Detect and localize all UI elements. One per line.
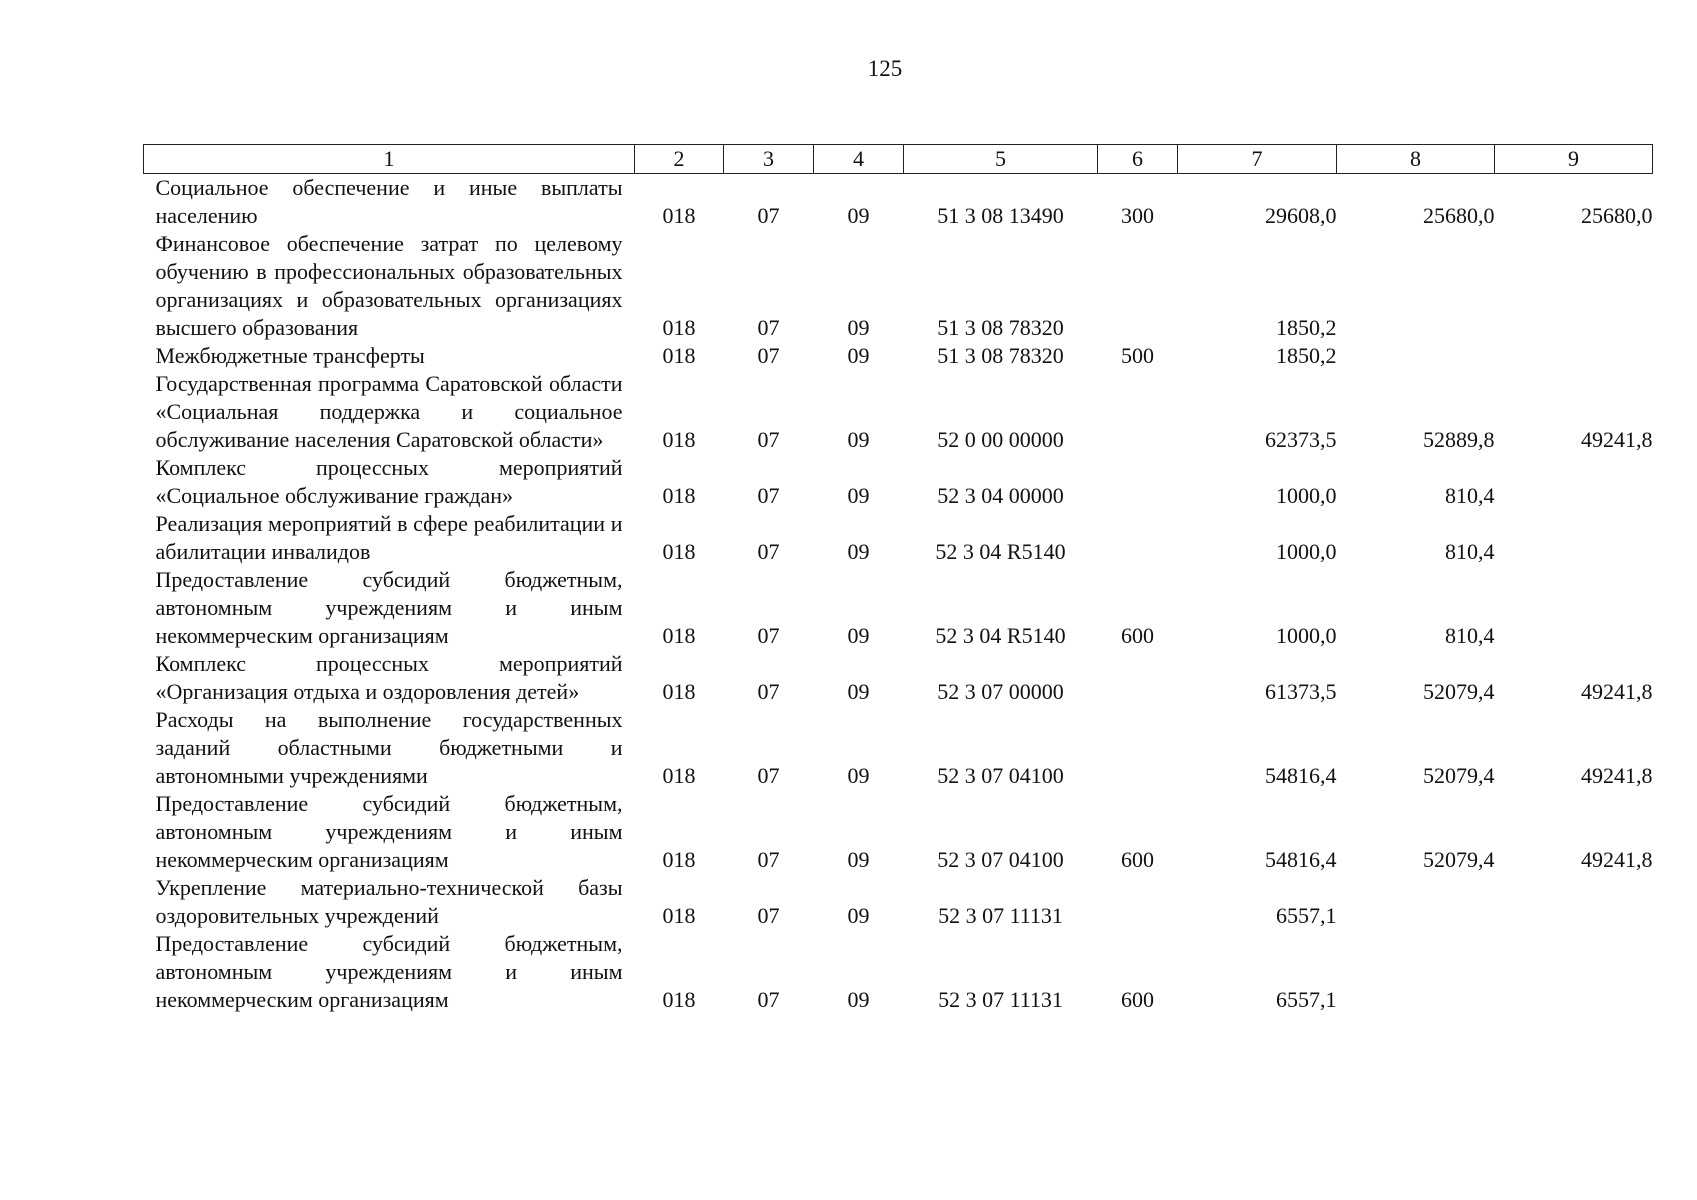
row-col-4: 09: [847, 203, 870, 228]
row-col-5: 51 3 08 13490: [937, 203, 1064, 228]
row-col-7: 61373,5: [1265, 679, 1337, 704]
header-col-5: 5: [904, 145, 1098, 174]
row-col-2: 018: [662, 483, 696, 508]
row-col-8: 810,4: [1445, 483, 1495, 508]
row-col-2: 018: [662, 679, 696, 704]
row-col-5: 52 3 07 04100: [937, 763, 1064, 788]
row-col-2: 018: [662, 623, 696, 648]
row-col-5: 52 3 04 R5140: [935, 623, 1066, 648]
row-col-5: 51 3 08 78320: [937, 315, 1064, 340]
header-col-3: 3: [724, 145, 814, 174]
row-col-9: [1495, 510, 1653, 566]
header-col-1: 1: [144, 145, 635, 174]
row-name: Реализация мероприятий в сфере реабилитации и абилитации инвалидов: [155, 511, 623, 564]
row-col-7: 54816,4: [1265, 847, 1337, 872]
table-row: [144, 874, 1653, 930]
table-header-row: [144, 145, 1653, 174]
row-col-6: 600: [1121, 847, 1154, 872]
row-col-3: 07: [757, 679, 780, 704]
header-col-4: 4: [814, 145, 904, 174]
row-col-9: 49241,8: [1581, 763, 1653, 788]
row-col-9: [1495, 930, 1653, 1014]
row-col-8: 52889,8: [1423, 427, 1495, 452]
row-col-5: 52 3 04 00000: [937, 483, 1064, 508]
row-col-6: [1098, 370, 1178, 454]
row-col-7: 6557,1: [1276, 903, 1337, 928]
row-col-7: 1850,2: [1276, 343, 1337, 368]
row-col-4: 09: [847, 539, 870, 564]
row-col-5: 51 3 08 78320: [937, 343, 1064, 368]
header-col-7: 7: [1178, 145, 1337, 174]
budget-table: [143, 144, 1653, 1014]
row-col-7: 1000,0: [1276, 483, 1337, 508]
row-col-4: 09: [847, 623, 870, 648]
row-name: Расходы на выполнение государственных заданий областными бюджетными и автономными учреждениями: [155, 707, 623, 788]
row-name: Предоставление субсидий бюджетным, автономным учреждениям и иным некоммерческим организациям: [155, 931, 623, 1012]
row-col-2: 018: [662, 427, 696, 452]
row-col-3: 07: [757, 539, 780, 564]
header-col-2: 2: [635, 145, 724, 174]
row-col-6: [1098, 230, 1178, 342]
row-col-3: 07: [757, 315, 780, 340]
row-col-6: [1098, 874, 1178, 930]
row-col-8: 810,4: [1445, 539, 1495, 564]
row-col-4: 09: [847, 763, 870, 788]
row-name: Финансовое обеспечение затрат по целевому обучению в профессиональных образовательных организациях и образовательных организациях высшего образования: [155, 231, 623, 340]
row-col-4: 09: [847, 847, 870, 872]
row-col-7: 1000,0: [1276, 623, 1337, 648]
row-col-7: 62373,5: [1265, 427, 1337, 452]
row-col-8: 810,4: [1445, 623, 1495, 648]
row-col-7: 1850,2: [1276, 315, 1337, 340]
row-col-6: [1098, 706, 1178, 790]
row-col-5: 52 3 04 R5140: [935, 539, 1066, 564]
row-name: Комплекс процессных мероприятий «Социальное обслуживание граждан»: [155, 455, 623, 508]
row-col-6: 600: [1121, 623, 1154, 648]
row-col-3: 07: [757, 427, 780, 452]
row-col-4: 09: [847, 427, 870, 452]
row-col-7: 54816,4: [1265, 763, 1337, 788]
row-col-5: 52 0 00 00000: [937, 427, 1064, 452]
row-col-5: 52 3 07 04100: [937, 847, 1064, 872]
row-col-9: 25680,0: [1581, 203, 1653, 228]
row-col-3: 07: [757, 987, 780, 1012]
row-col-8: 52079,4: [1423, 763, 1495, 788]
row-name: Государственная программа Саратовской области «Социальная поддержка и социальное обслуживание населения Саратовской области»: [155, 371, 623, 452]
table-row: [144, 706, 1653, 790]
row-col-3: 07: [757, 343, 780, 368]
row-col-9: 49241,8: [1581, 427, 1653, 452]
row-col-2: 018: [662, 763, 696, 788]
row-col-8: 52079,4: [1423, 847, 1495, 872]
table-row: [144, 566, 1653, 650]
table-row: [144, 370, 1653, 454]
row-col-4: 09: [847, 987, 870, 1012]
table-row: [144, 454, 1653, 510]
table-row: [144, 342, 1653, 370]
row-col-9: [1495, 454, 1653, 510]
row-col-7: 29608,0: [1265, 203, 1337, 228]
page-number: 125: [867, 56, 903, 81]
row-col-3: 07: [757, 903, 780, 928]
table-row: [144, 930, 1653, 1014]
row-col-4: 09: [847, 679, 870, 704]
row-col-2: 018: [662, 987, 696, 1012]
table-row: [144, 174, 1653, 231]
row-name: Укрепление материально-технической базы оздоровительных учреждений: [155, 875, 623, 928]
row-col-8: [1337, 342, 1495, 370]
row-col-2: 018: [662, 315, 696, 340]
row-col-9: [1495, 342, 1653, 370]
row-col-9: 49241,8: [1581, 847, 1653, 872]
table-row: [144, 510, 1653, 566]
table-row: [144, 230, 1653, 342]
row-col-3: 07: [757, 483, 780, 508]
row-col-8: [1337, 230, 1495, 342]
row-col-6: 500: [1121, 343, 1154, 368]
row-col-2: 018: [662, 343, 696, 368]
table-row: [144, 650, 1653, 706]
row-name: Межбюджетные трансферты: [155, 343, 425, 368]
row-col-2: 018: [662, 903, 696, 928]
row-col-8: [1337, 874, 1495, 930]
header-col-6: 6: [1098, 145, 1178, 174]
row-col-2: 018: [662, 847, 696, 872]
row-col-9: [1495, 566, 1653, 650]
row-col-4: 09: [847, 483, 870, 508]
row-col-4: 09: [847, 903, 870, 928]
row-col-6: 300: [1121, 203, 1154, 228]
row-col-7: 1000,0: [1276, 539, 1337, 564]
row-col-7: 6557,1: [1276, 987, 1337, 1012]
row-col-2: 018: [662, 203, 696, 228]
row-col-4: 09: [847, 343, 870, 368]
row-col-3: 07: [757, 763, 780, 788]
row-col-4: 09: [847, 315, 870, 340]
row-col-5: 52 3 07 00000: [937, 679, 1064, 704]
row-col-8: 52079,4: [1423, 679, 1495, 704]
row-col-6: [1098, 454, 1178, 510]
row-col-6: [1098, 510, 1178, 566]
row-col-3: 07: [757, 623, 780, 648]
row-col-8: 25680,0: [1423, 203, 1495, 228]
row-name: Комплекс процессных мероприятий «Организация отдыха и оздоровления детей»: [155, 651, 623, 704]
row-name: Предоставление субсидий бюджетным, автономным учреждениям и иным некоммерческим организациям: [155, 567, 623, 648]
row-name: Социальное обеспечение и иные выплаты населению: [155, 175, 623, 228]
row-col-5: 52 3 07 11131: [938, 903, 1063, 928]
row-name: Предоставление субсидий бюджетным, автономным учреждениям и иным некоммерческим организациям: [155, 791, 623, 872]
row-col-8: [1337, 930, 1495, 1014]
row-col-9: [1495, 874, 1653, 930]
row-col-9: [1495, 230, 1653, 342]
row-col-3: 07: [757, 203, 780, 228]
row-col-2: 018: [662, 539, 696, 564]
table-body: [144, 174, 1653, 1015]
row-col-5: 52 3 07 11131: [938, 987, 1063, 1012]
header-col-8: 8: [1337, 145, 1495, 174]
row-col-6: 600: [1121, 987, 1154, 1012]
row-col-3: 07: [757, 847, 780, 872]
row-col-9: 49241,8: [1581, 679, 1653, 704]
table-row: [144, 790, 1653, 874]
row-col-6: [1098, 650, 1178, 706]
header-col-9: 9: [1495, 145, 1653, 174]
